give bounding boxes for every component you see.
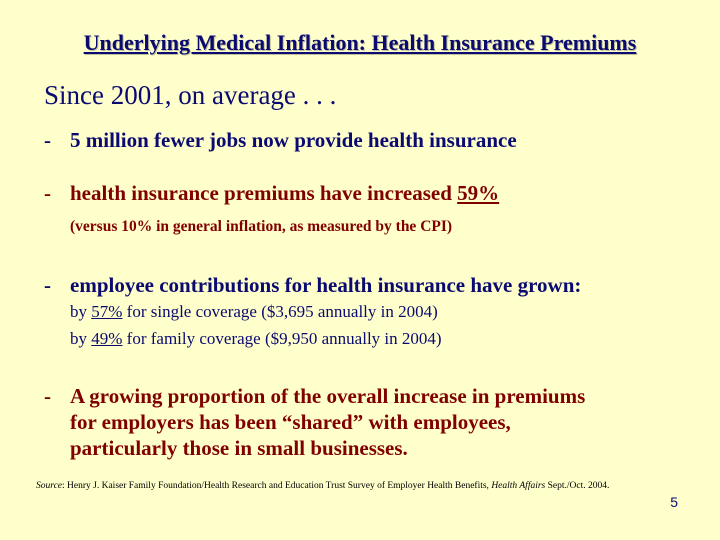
slide-title: Underlying Medical Inflation: Health Insurance Premiums bbox=[83, 30, 637, 55]
family-coverage-line: by 49% for family coverage ($9,950 annually in 2004) bbox=[70, 329, 442, 348]
bullet-dash: - bbox=[44, 181, 51, 205]
bullet-text: health insurance premiums have increased bbox=[70, 181, 458, 205]
bullet-dash: - bbox=[44, 128, 51, 152]
slide-subtitle: Since 2001, on average . . . bbox=[44, 80, 337, 110]
bullet-dash: - bbox=[44, 273, 51, 297]
page-number: 5 bbox=[670, 494, 678, 510]
bullet-employee-contributions bbox=[44, 273, 581, 298]
bullet-premiums-increase bbox=[44, 181, 499, 206]
bullet-fewer-jobs bbox=[44, 128, 517, 153]
inflation-comparison-note: (versus 10% in general inflation, as measured by the CPI) bbox=[70, 218, 453, 235]
bullet-text: 5 million fewer jobs now provide health insurance bbox=[70, 128, 517, 152]
bullet-text: A growing proportion of the overall increase in premiums for employers has been “shared” with employees, particularly those in small businesses. bbox=[70, 384, 586, 460]
bullet-cost-sharing bbox=[44, 383, 585, 461]
single-coverage-figure: 57% bbox=[91, 302, 123, 321]
single-coverage-line: by 57% for single coverage ($3,695 annually in 2004) bbox=[70, 302, 438, 321]
source-citation: Source: Henry J. Kaiser Family Foundation/Health Research and Education Trust Survey of Employer Health Benefits, Health Affairs Sept./Oct. 2004. bbox=[36, 481, 610, 491]
bullet-dash: - bbox=[44, 384, 51, 408]
premium-increase-figure: 59% bbox=[457, 181, 500, 205]
bullet-text: employee contributions for health insurance have grown: bbox=[70, 273, 582, 297]
family-coverage-figure: 49% bbox=[91, 329, 123, 348]
